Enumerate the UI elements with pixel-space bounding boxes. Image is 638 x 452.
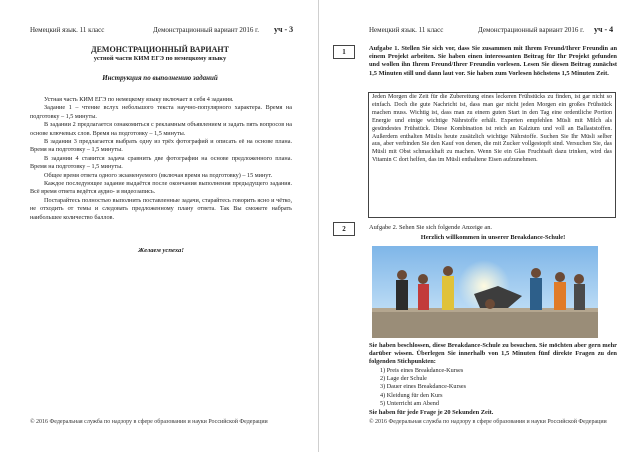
instruction-paragraph: Общее время ответа одного экзаменуемого (включая время на подготовку) – 15 минут.: [44, 171, 273, 179]
instruction-paragraph: Каждое последующее задание выдаётся после окончания выполнения предыдущего задания. Всё время ответа ведётся аудио- и видеозапись.: [30, 180, 292, 196]
task2-instruction: Aufgabe 2. Sehen Sie sich folgende Anzeige an.: [369, 224, 492, 231]
header-page-number: уч - 4: [594, 25, 614, 34]
list-item: 5) Unterricht am Abend: [380, 399, 439, 407]
task-number-box: 2: [333, 222, 355, 236]
instruction-paragraph: Задание 1 – чтение вслух небольшого текста научно-популярного характера. Время на подготовку – 1,5 минуты.: [30, 104, 292, 120]
task2-time-note: Sie haben für jede Frage je 20 Sekunden Zeit.: [369, 409, 494, 416]
list-item: 4) Kleidung für den Kurs: [380, 391, 443, 399]
page-title: ДЕМОНСТРАЦИОННЫЙ ВАРИАНТ: [91, 45, 229, 54]
page-footer: © 2016 Федеральная служба по надзору в сфере образования и науки Российской Федерации: [369, 419, 607, 425]
instruction-paragraph: В задании 3 предлагается выбрать одну из трёх фотографий и описать её на основе плана. Время на подготовку – 1,5 минуты.: [30, 138, 292, 154]
list-item: 2) Lage der Schule: [380, 375, 427, 383]
header-variant: Демонстрационный вариант 2016 г.: [478, 26, 584, 34]
instruction-paragraph: В задании 4 ставится задача сравнить две фотографии на основе предложенного плана. Время на подготовку – 1,5 минуты.: [30, 154, 292, 171]
list-item: 3) Dauer eines Breakdance-Kurses: [380, 383, 467, 391]
instruction-paragraph: Постарайтесь полностью выполнить поставленные задачи, старайтесь говорить ясно и чётко, не отходить от темы и следовать предложенному плану ответа. Так Вы сможете набрать наибольшее количество баллов.: [30, 196, 292, 221]
keyword-list: [380, 367, 466, 408]
page-footer: © 2016 Федеральная служба по надзору в сфере образования и науки Российской Федерации: [30, 419, 268, 425]
good-luck-wish: Желаем успеха!: [138, 247, 184, 254]
header-variant: Демонстрационный вариант 2016 г.: [153, 26, 259, 34]
instruction-heading: Инструкция по выполнению заданий: [102, 74, 218, 82]
task1-reading-text: Jeden Morgen die Zeit für die Zubereitung eines leckeren Frühstücks zu finden, ist gar nicht so einfach. Doch die gute Nachricht ist, dass man gar nicht jeden Morgen ein großes Frühstück machen muss. Wichtig ist, dass man zu einem guten Start in den Tag eine ordentliche Portion Energie und einige wichtige Nährstoffe erhält. Experten empfehlen Müsli mit Milch als gesündestes Frühstück. Diese Kombination ist reich an Kalzium und voll an Ballaststoffen. Außerdem enthalten Müslis heute zusätzlich wichtige Nährstoffe. Suchen Sie Ihr Müsli selber aus, aber verbinden Sie den Kauf von denen, die mit Zucker vollgestopft sind. Versuchen Sie, das Müsli mit Obst schmackhaft zu machen. Wenn Sie ein Glas Fruchtsaft dazu trinken, wird das Vitamin C dort helfen, das im Müsli enthaltene Eisen aufzunehmen.: [368, 92, 616, 218]
header-subject: Немецкий язык. 11 класс: [369, 26, 444, 34]
task1-instruction: Aufgabe 1. Stellen Sie sich vor, dass Sie zusammen mit Ihrem Freund/Ihrer Freundin an einem Projekt arbeiten. Sie haben einen interessanten Beitrag für Ihr Projekt gefunden und wollen ihn Ihrem Freund/Ihrer Freundin vorlesen. Lesen Sie diesen Beitrag zunächst 1,5 Minuten still und dann laut vor. Sie haben zum Vorlesen höchstens 1,5 Minuten Zeit.: [369, 45, 617, 77]
advertisement-title: Herzlich willkommen in unserer Breakdance-Schule!: [420, 234, 566, 241]
page-subtitle: устной части КИМ ЕГЭ по немецкому языку: [93, 55, 227, 62]
task2-question-intro: Sie haben beschlossen, diese Breakdance-Schule zu besuchen. Sie möchten aber gern mehr darüber wissen. Überlegen Sie innerhalb von 1,5 Minuten fünf direkte Fragen zu den folgenden Stichpunkten:: [369, 342, 617, 366]
list-item: 1) Preis eines Breakdance-Kurses: [380, 367, 464, 374]
header-page-number: уч - 3: [274, 25, 294, 34]
breakdance-photo: [372, 246, 598, 338]
instruction-paragraph: Устная часть КИМ ЕГЭ по немецкому языку включает в себя 4 задания.: [44, 96, 234, 103]
header-subject: Немецкий язык. 11 класс: [30, 26, 105, 34]
task-number-box: 1: [333, 45, 355, 59]
instruction-paragraph: В задании 2 предлагается ознакомиться с рекламным объявлением и задать пять вопросов на основе ключевых слов. Время на подготовку – 1,5 минуты.: [30, 121, 292, 137]
